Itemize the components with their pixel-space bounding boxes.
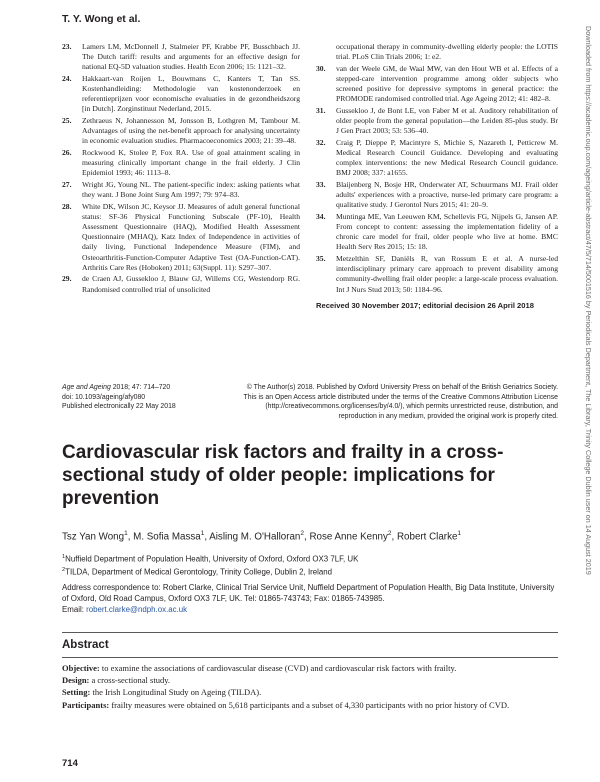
references-left-column [62,42,300,296]
affiliation-item [62,565,562,578]
abstract-heading: Abstract [62,639,109,651]
abstract-label: Design: [62,675,90,686]
journal-published-date: Published electronically 22 May 2018 [62,403,176,411]
license-line-3 [232,402,558,412]
reference-number: 35. [316,254,326,264]
author-name: M. Sofia Massa [133,531,201,543]
affiliation-item [62,552,562,565]
reference-text: Muntinga ME, Van Leeuwen KM, Schellevis FG, Nijpels G, Jansen AP. From concept to content: assessing the implementation fidelity of a chronic care model for frail, older people who live at home. BMC Health Serv Res 2015; 15: 18. [336,212,558,252]
reference-number: 26. [62,148,72,158]
author-affiliation-marker: 2 [387,530,392,537]
reference-text: Zethraeus N, Johannesson M, Jonsson B, Lothgren M, Tambour M. Advantages of using the net-benefit approach for analysing uncertainty in economic evaluation studies. Pharmacoeconomics 2003; 21: 39–48. [82,116,300,146]
affiliation-text: TILDA, Department of Medical Gerontology, Trinity College, Dublin 2, Ireland [65,567,333,577]
reference-item [316,42,558,62]
reference-text: de Craen AJ, Gussekloo J, Blauw GJ, Willems CG, Westendorp RG. Randomised controlled trial of unsolicited [82,274,300,294]
journal-doi[interactable]: doi: 10.1093/ageing/afy080 [62,393,146,401]
abstract-text: the Irish Longitudinal Study on Ageing (TILDA). [90,687,262,698]
abstract-label: Objective: [62,663,100,673]
journal-volume-pages: 2018; 47: 714–720 [110,384,171,391]
license-line-3-text: , which permits unrestricted reuse, distribution, and [402,403,558,411]
reference-item [62,42,300,72]
received-date-line: Received 30 November 2017; editorial decision 26 April 2018 [316,300,534,310]
abstract-text: a cross-sectional study. [89,675,171,686]
abstract-text: frailty measures were obtained on 5,618 participants and a subset of 4,330 participants with no prior history of CVD. [109,699,510,710]
reference-text: Metzelthin SF, Daniëls R, van Rossum E et al. A nurse-led interdisciplinary primary care approach to prevent disability among community-dwelling frail older people: a large-scale process evaluation. Int J Nurs Stud 2013; 50: 1184–96. [336,254,558,294]
reference-item [316,180,558,210]
reference-item [62,74,300,115]
reference-number: 28. [62,201,72,211]
reference-item [62,180,300,200]
author-affiliation-marker: 1 [124,530,128,537]
reference-text: Gussekloo J, de Bont LE, von Faber M et al. Auditory rehabilitation of older people from the general population—the Leiden 85-plus study. Br J Gen Pract 2003; 53: 536–40. [336,105,558,136]
abstract-label: Participants: [62,699,110,710]
reference-number: 32. [316,137,326,147]
journal-citation [62,383,212,393]
affiliations [62,552,562,577]
reference-number: 23. [62,42,72,51]
reference-item [62,116,300,146]
reference-item [316,138,558,179]
license-link[interactable]: (http://creativecommons.org/licenses/by/4.0/) [265,403,403,411]
reference-text: Lamers LM, McDonnell J, Stalmeier PF, Krabbe PF, Busschbach JJ. The Dutch tariff: results and arguments for an effective design for national EQ-5D valuation studies. Health Econ 2006; 15: 1121–32. [82,42,300,72]
abstract-body [62,663,558,712]
reference-item [316,64,558,105]
license-notice [232,383,558,421]
abstract-participants [62,700,558,711]
affiliation-marker: 2 [62,566,66,573]
reference-number: 30. [316,63,326,73]
abstract-objective [62,663,558,674]
reference-number: 27. [62,180,72,190]
journal-name: Age and Ageing [62,384,111,391]
reference-item [62,274,300,294]
reference-number: 33. [316,180,326,190]
reference-item [62,148,300,178]
license-line-1: © The Author(s) 2018. Published by Oxford University Press on behalf of the British Geriatrics Society. [246,384,558,391]
affiliation-marker: 1 [62,554,66,560]
reference-item [62,202,300,273]
reference-text: Wright JG, Young NL. The patient-specific index: asking patients what they want. J Bone Joint Surg Am 1997; 79: 974–83. [82,180,300,200]
author-list: Tsz Yan Wong$^1$, M. Sofia Massa$^1$, Aisling M. O'Halloran$^2$, Rose Anne Kenny$^2$, Robert Clarke$^1$ [62,530,462,543]
reference-text: White DK, Wilson JC, Keysor JJ. Measures of adult general functional status: SF-36 Physical Functioning Subscale (PF-10), Health Assessment Questionnaire (HAQ), Modified Health Assessment Questionnaire (MHAQ), Katz Index of Independence in activities of daily living, Functional Independence Measure (FIM), and Osteoarthritis-Function-Computer Adaptive Test (OA-Function-CAT). Arthritis Care Res (Hoboken) 2011; 63(Suppl. 11): S297–307. [82,201,300,272]
reference-number: 29. [62,274,72,284]
author-affiliation-marker: 1 [457,530,462,537]
reference-number: 34. [316,212,326,221]
page-number: 714 [62,758,78,769]
email-link[interactable]: robert.clarke@ndph.ox.ac.uk [86,605,188,614]
abstract-heading-rule [62,657,558,658]
download-note-text: Downloaded from https://academic.oup.com/ageing/article-abstract/47/5/714/5001516 by Periodicals Department, The Library, Trinity College Dublin user on 14 August 2019 [584,26,593,575]
correspondence [62,582,562,615]
abstract-text: to examine the associations of cardiovascular disease (CVD) and cardiovascular risk factors with frailty. [99,663,457,673]
reference-number: 31. [316,105,326,115]
author-affiliation-marker: 2 [300,530,305,537]
reference-item [316,212,558,253]
email-label: Email: [62,605,87,614]
license-line-2: This is an Open Access article distributed under the terms of the Creative Commons Attribution License [243,393,558,401]
license-line-4: reproduction in any medium, provided the original work is properly cited. [338,412,558,420]
reference-number: 24. [62,73,72,83]
reference-text: Hakkaart-van Roijen L, Bouwmans C, Kanters T, Tan SS. Kostenhandleiding: Methodologie van kostenonderzoek en referentieprijzen voor economische evaluaties in de gezondheidszorg [in Dutch]. Zorginstituut Nederland, 2015. [82,73,300,114]
affiliation-text: Nuffield Department of Population Health, University of Oxford, Oxford OX3 7LF, UK [65,554,359,564]
reference-number: 25. [62,116,72,126]
references-right-column [316,42,558,311]
running-header: T. Y. Wong et al. [62,13,141,25]
reference-item [316,254,558,295]
correspondence-address: Address correspondence to: Robert Clarke, Clinical Trial Service Unit, Nuffield Department of Population Health, Big Data Institute, University of Oxford, Old Road Campus, Oxford OX3 7LF, UK. Tel: 01865-743743; Fax: 01865-743985. [62,583,555,603]
reference-item [316,106,558,136]
reference-text: van der Weele GM, de Waal MW, van den Hout WB et al. Effects of a stepped-care intervention programme among older subjects who screened positive for depressive symptoms in general practice: the PROMODE randomised controlled trial. Age Ageing 2012; 41: 482–8. [336,63,558,104]
abstract-top-rule [62,632,558,633]
reference-text: occupational therapy in community-dwelling elderly people: the LOTIS trial. PLoS Clin Trials 2006; 1: e2. [336,42,558,62]
abstract-setting [62,687,558,698]
author-name: Rose Anne Kenny [309,531,388,543]
author-name: Tsz Yan Wong [62,531,125,543]
reference-text: Craig P, Dieppe P, Macintyre S, Michie S, Nazareth I, Petticrew M. Medical Research Council Guidance. Developing and evaluating complex interventions: the new Medical Research Council guidance. BMJ 2008; 337: a1655. [336,137,558,178]
correspondence-email-line [62,604,562,615]
reference-text: Rockwood K, Stolee P, Fox RA. Use of goal attainment scaling in measuring clinically important change in the frail elderly. J Clin Epidemiol 1993; 46: 1113–8. [82,148,300,178]
article-title: Cardiovascular risk factors and frailty in a cross-sectional study of older people: implications for prevention [62,442,504,509]
download-watermark [580,26,594,782]
author-name: Aisling M. O'Halloran [209,531,301,543]
abstract-label: Setting: [62,687,91,698]
author-name: Robert Clarke [396,531,458,543]
reference-text: Blaijenberg N, Bosje HR, Onderwater AT, Schuurmans MJ. Frail older adults' experiences with a proactive, nurse-led primary care program: a qualitative study. J Gerontol Nurs 2015; 41: 20–9. [336,180,558,210]
author-affiliation-marker: 1 [200,530,205,537]
journal-info [62,383,212,412]
abstract-design [62,675,558,686]
